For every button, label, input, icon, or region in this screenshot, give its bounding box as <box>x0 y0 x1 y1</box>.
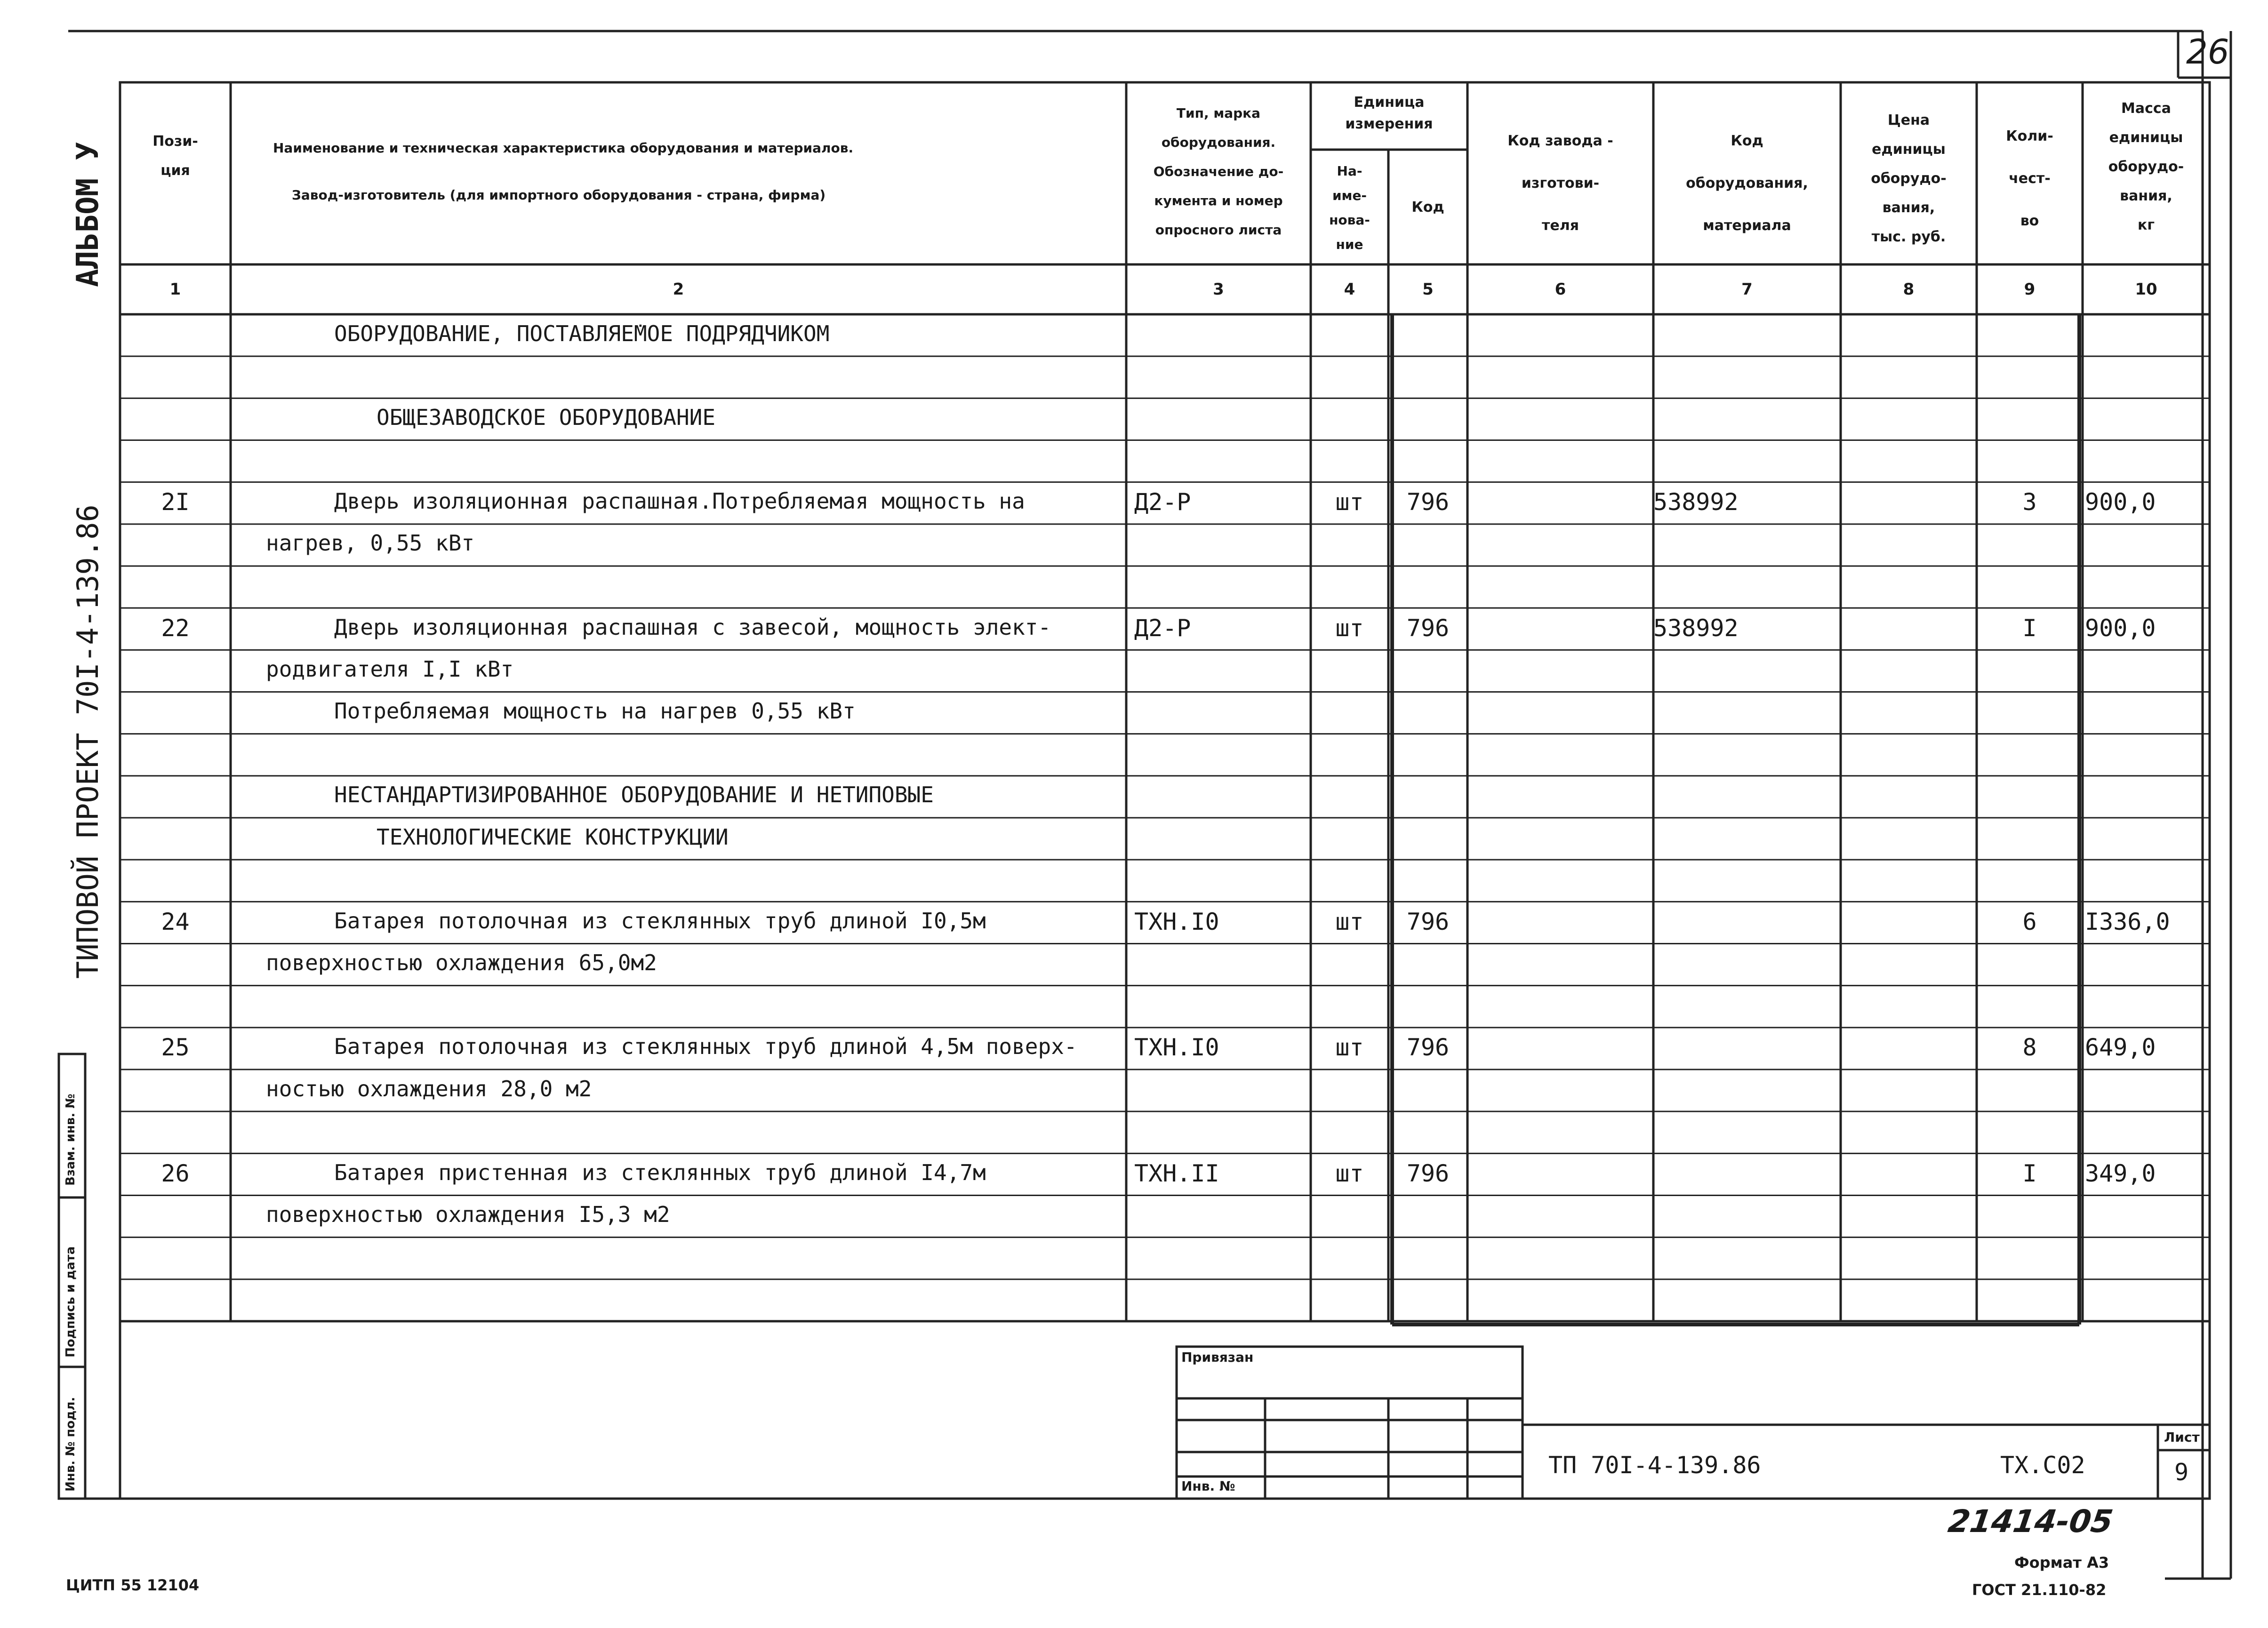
column-number: 7 <box>1741 280 1753 299</box>
header-price-line: вания, <box>1882 200 1935 216</box>
header-position-line: ция <box>160 162 190 179</box>
header-mass-line: кг <box>2137 217 2155 233</box>
row-name: Дверь изоляционная распашная.Потребляемая мощность на <box>334 488 1025 514</box>
row-type: ТХН.I0 <box>1134 1034 1219 1061</box>
sheet-label: Лист <box>2164 1429 2200 1445</box>
header-name <box>245 125 1115 219</box>
header-unit-name-line: име- <box>1332 188 1367 203</box>
row-unit: шт <box>1335 908 1364 935</box>
row-type: Д2-Р <box>1134 614 1191 642</box>
stamp-inv-original: Инв. № подл. <box>64 1397 78 1492</box>
header-qty-line: во <box>2020 213 2039 229</box>
header-type-line: оборудования. <box>1161 135 1276 150</box>
header-equip-code-line: Код <box>1731 133 1763 149</box>
handwritten-number: 21414-05 <box>1946 1503 2116 1540</box>
stamp-replace-inv: Взам. инв. № <box>64 1093 78 1186</box>
header-mass-line: Масса <box>2121 100 2171 117</box>
column-number: 9 <box>2024 280 2036 299</box>
row-pos: 25 <box>161 1034 190 1061</box>
row-name: ностью охлаждения 28,0 м2 <box>266 1076 592 1101</box>
stamp-bound-label: Привязан <box>1181 1349 1254 1365</box>
column-number: 2 <box>673 280 684 299</box>
header-name-line: Завод-изготовитель (для импортного оборудования - страна, фирма) <box>292 187 826 203</box>
header-equip-code <box>1653 120 1841 247</box>
header-position-line: Пози- <box>152 133 198 150</box>
header-factory-line: Код завода - <box>1507 133 1613 149</box>
sheet-number: 9 <box>2174 1459 2189 1486</box>
column-number: 4 <box>1344 280 1355 299</box>
header-equip-code-line: материала <box>1703 217 1791 234</box>
footer-format: Формат А3 <box>2014 1554 2109 1572</box>
row-code: 796 <box>1406 908 1450 935</box>
row-type: ТХН.I0 <box>1134 908 1219 935</box>
row-unit: шт <box>1335 1034 1364 1061</box>
header-price-line: единицы <box>1872 141 1946 158</box>
row-name: ОБОРУДОВАНИЕ, ПОСТАВЛЯЕ̇МОЕ ПОДРЯДЧИКОМ <box>334 320 830 346</box>
column-number: 1 <box>169 280 181 299</box>
column-number: 6 <box>1555 280 1566 299</box>
column-number: 5 <box>1422 280 1434 299</box>
row-qty: 8 <box>2022 1034 2037 1061</box>
row-code: 796 <box>1406 1034 1450 1061</box>
row-pos: 26 <box>161 1159 190 1187</box>
stamp-inv-label: Инв. № <box>1181 1478 1235 1494</box>
header-unit-name-line: ние <box>1336 237 1363 252</box>
header-unit-group-line: измерения <box>1345 116 1433 132</box>
row-mass: I336,0 <box>2085 908 2170 935</box>
header-unit-code: Код <box>1411 199 1444 215</box>
doc-number: ТП 70I-4-139.86 <box>1548 1452 1761 1479</box>
album-title: АЛЬБОМ У <box>71 142 105 287</box>
row-name: Дверь изоляционная распашная с завесой, мощность элект- <box>334 614 1051 640</box>
header-unit-group <box>1311 92 1467 135</box>
header-equip-code-line: оборудования, <box>1686 175 1808 192</box>
row-pos: 2I <box>161 488 190 516</box>
row-name: НЕСТАНДАРТИЗИРОВАННОЕ ОБОРУДОВАНИЕ И НЕТИПОВЫЕ <box>334 782 934 808</box>
header-type-line: Обозначение до- <box>1153 164 1284 179</box>
row-name: поверхностью охлаждения I5,3 м2 <box>266 1202 670 1228</box>
row-name: поверхностью охлаждения 65,0м2 <box>266 950 657 976</box>
row-equip: 538992 <box>1653 488 1739 516</box>
row-mass: 900,0 <box>2085 614 2156 642</box>
header-factory <box>1467 120 1653 247</box>
row-unit: шт <box>1335 488 1364 516</box>
column-number: 3 <box>1213 280 1224 299</box>
header-mass-line: оборудо- <box>2108 159 2184 175</box>
header-factory-line: изготови- <box>1521 175 1600 192</box>
row-type: Д2-Р <box>1134 488 1191 516</box>
header-qty <box>1977 115 2083 242</box>
footer-gost: ГОСТ 21.110-82 <box>1972 1581 2107 1599</box>
row-mass: 649,0 <box>2085 1034 2156 1061</box>
row-name: ОБЩЕЗАВОДСКОЕ ОБОРУДОВАНИЕ <box>377 404 716 430</box>
row-code: 796 <box>1406 488 1450 516</box>
header-price-line: тыс. руб. <box>1871 229 1946 245</box>
row-qty: I <box>2022 614 2037 642</box>
header-name-line: Наименование и техническая характеристика оборудования и материалов. <box>273 140 854 156</box>
header-price-line: Цена <box>1887 112 1930 128</box>
header-mass <box>2083 94 2210 240</box>
doc-mark: ТХ.С02 <box>2000 1452 2085 1479</box>
row-name: Потребляемая мощность на нагрев 0,55 кВт <box>334 698 856 724</box>
header-mass-line: вания, <box>2120 188 2172 204</box>
header-unit-group-line: Единица <box>1354 94 1425 111</box>
header-type-line: кумента и номер <box>1154 193 1283 208</box>
header-position <box>120 127 231 185</box>
header-unit-name-line: На- <box>1337 163 1362 179</box>
row-mass: 349,0 <box>2085 1159 2156 1187</box>
header-qty-line: Коли- <box>2006 128 2053 144</box>
row-type: ТХН.II <box>1134 1159 1219 1187</box>
row-name: родвигателя I,I кВт <box>266 656 514 682</box>
header-type-line: опросного листа <box>1155 222 1282 238</box>
row-qty: 3 <box>2022 488 2037 516</box>
stamp-signature-date: Подпись и дата <box>64 1246 78 1357</box>
header-qty-line: чест- <box>2009 170 2051 187</box>
footer-left-code: ЦИТП 55 12104 <box>66 1576 200 1594</box>
row-unit: шт <box>1335 614 1364 642</box>
header-factory-line: теля <box>1542 217 1579 234</box>
header-price <box>1841 106 1977 252</box>
column-number: 8 <box>1903 280 1915 299</box>
header-unit-name <box>1311 159 1388 257</box>
row-code: 796 <box>1406 614 1450 642</box>
row-unit: шт <box>1335 1159 1364 1187</box>
row-name: Батарея потолочная из стеклянных труб длиной 4,5м поверх- <box>334 1034 1077 1060</box>
corner-sheet-number: 26 <box>2186 32 2229 72</box>
header-mass-line: единицы <box>2109 129 2183 146</box>
row-name: ТЕХНОЛОГИЧЕСКИЕ КОНСТРУКЦИИ <box>377 824 729 850</box>
header-type-line: Тип, марка <box>1176 105 1261 121</box>
header-type <box>1126 99 1311 245</box>
row-name: нагрев, 0,55 кВт <box>266 530 475 556</box>
row-qty: I <box>2022 1159 2037 1187</box>
header-unit-name-line: нова- <box>1329 212 1370 228</box>
row-pos: 22 <box>161 614 190 642</box>
column-number: 10 <box>2135 280 2157 299</box>
project-title: ТИПОВОЙ ПРОЕКТ 70I-4-139.86 <box>71 504 105 979</box>
row-qty: 6 <box>2022 908 2037 935</box>
row-pos: 24 <box>161 908 190 935</box>
row-name: Батарея потолочная из стеклянных труб длиной I0,5м <box>334 908 986 934</box>
row-equip: 538992 <box>1653 614 1739 642</box>
row-mass: 900,0 <box>2085 488 2156 516</box>
row-code: 796 <box>1406 1159 1450 1187</box>
row-name: Батарея пристенная из стеклянных труб длиной I4,7м <box>334 1159 986 1185</box>
header-price-line: оборудо- <box>1871 170 1947 187</box>
